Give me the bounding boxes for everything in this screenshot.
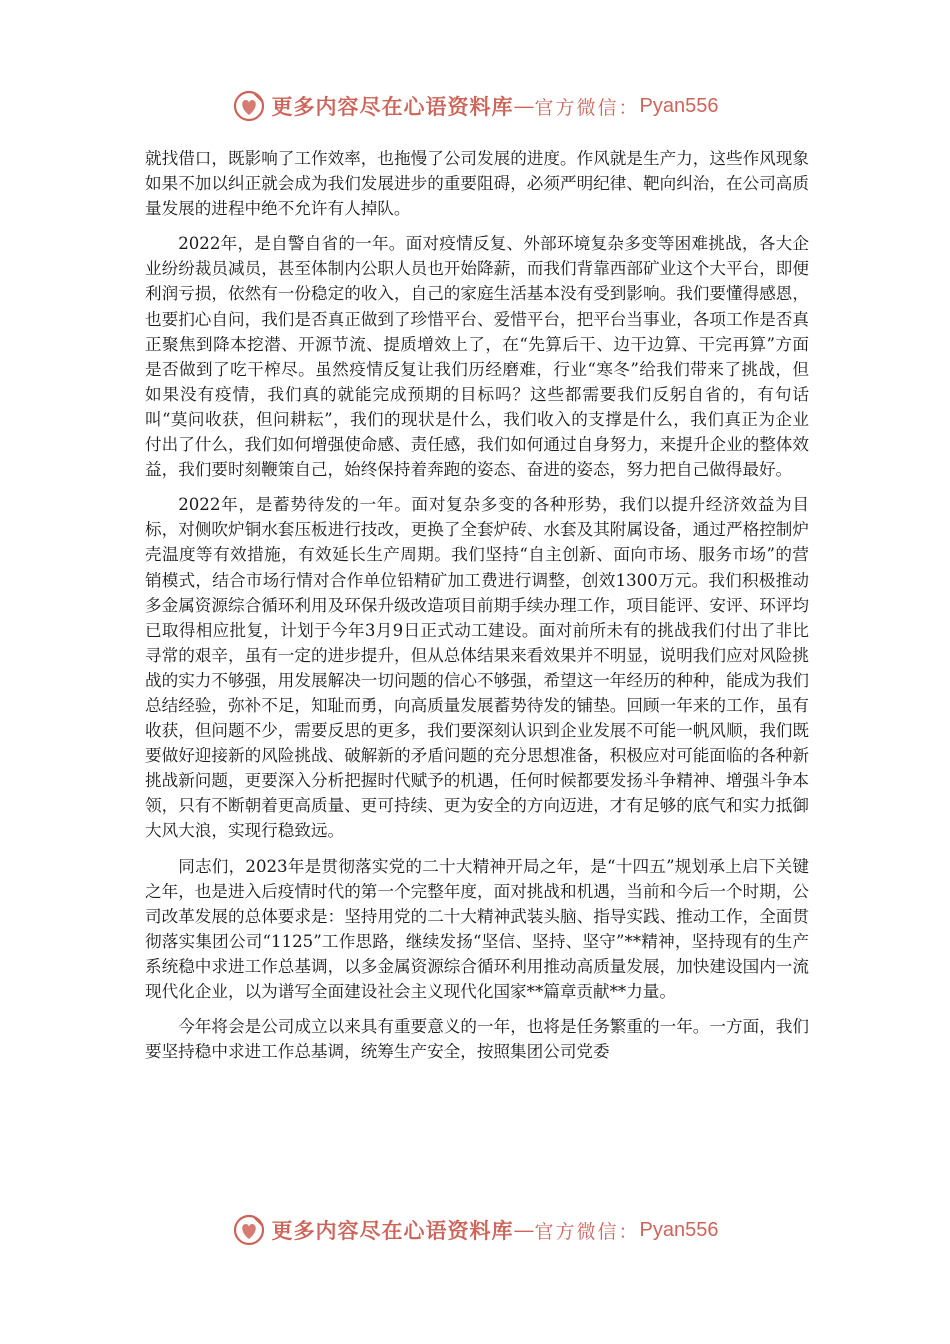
watermark-header (0, 86, 950, 126)
watermark-dash: — (513, 1218, 535, 1242)
watermark-text: 更多内容尽在心语资料库 (271, 1218, 514, 1243)
watermark-dash: — (513, 94, 535, 118)
heart-logo-icon (232, 89, 266, 123)
watermark-id: Pyan556 (639, 1218, 719, 1241)
watermark-text: 更多内容尽在心语资料库 (271, 94, 514, 119)
paragraph-5: 今年将会是公司成立以来具有重要意义的一年，也将是任务繁重的一年。一方面，我们要坚持稳中求进工作总基调，统筹生产安全，按照集团公司党委 (145, 1017, 809, 1062)
heart-logo-icon (232, 1213, 266, 1247)
watermark-label: 官方微信： (534, 1220, 640, 1243)
watermark-label: 官方微信： (534, 96, 640, 119)
paragraph-1: 就找借口，既影响了工作效率，也拖慢了公司发展的进度。作风就是生产力，这些作风现象如果不加以纠正就会成为我们发展进步的重要阻碍，必须严明纪律、靶向纠治，在公司高质量发展的进程中绝不允许有人掉队。 (145, 149, 809, 219)
paragraph-3: 2022年，是蓄势待发的一年。面对复杂多变的各种形势，我们以提升经济效益为目标，对侧吹炉铜水套压板进行技改，更换了全套炉砖、水套及其附属设备，通过严格控制炉壳温度等有效措施，有效延长生产周期。我们坚持“自主创新、面向市场、服务市场”的营销模式，结合市场行情对合作单位铅精矿加工费进行调整，创效1300万元。我们积极推动多金属资源综合循环利用及环保升级改造项目前期手续办理工作，项目能评、安评、环评均已取得相应批复，计划于今年3月9日正式动工建设。面对前所未有的挑战我们付出了非比寻常的艰辛，虽有一定的进步提升，但从总体结果来看效果并不明显，说明我们应对风险挑战的实力不够强，用发展解决一切问题的信心不够强，希望这一年经历的种种，能成为我们总结经验，弥补不足，知耻而勇，向高质量发展蓄势待发的铺垫。回顾一年来的工作，虽有收获，但问题不少，需要反思的更多，我们要深刻认识到企业发展不可能一帆风顺，我们既要做好迎接新的风险挑战、破解新的矛盾问题的充分思想准备，积极应对可能面临的各种新挑战新问题，更要深入分析把握时代赋予的机遇，任何时候都要发扬斗争精神、增强斗争本领，只有不断朝着更高质量、更可持续、更为安全的方向迈进，才有足够的底气和实力抵御大风大浪，实现行稳致远。 (145, 495, 809, 841)
paragraph-2: 2022年，是自警自省的一年。面对疫情反复、外部环境复杂多变等困难挑战，各大企业纷纷裁员减员，甚至体制内公职人员也开始降薪，而我们背靠西部矿业这个大平台，即便利润亏损，依然有一份稳定的收入，自己的家庭生活基本没有受到影响。我们要懂得感恩，也要扪心自问，我们是否真正做到了珍惜平台、爱惜平台，把平台当事业，各项工作是否真正聚焦到降本挖潜、开源节流、提质增效上了，在“先算后干、边干边算、干完再算”方面是否做到了吃干榨尽。虽然疫情反复让我们历经磨难，行业“寒冬”给我们带来了挑战，但如果没有疫情，我们真的就能完成预期的目标吗？这些都需要我们反躬自省的，有句话叫“莫问收获，但问耕耘”，我们的现状是什么，我们收入的支撑是什么，我们真正为企业付出了什么，我们如何增强使命感、责任感，我们如何通过自身努力，来提升企业的整体效益，我们要时刻鞭策自己，始终保持着奔跑的姿态、奋进的姿态，努力把自己做得最好。 (145, 234, 809, 480)
watermark-footer (0, 1210, 950, 1250)
watermark-id: Pyan556 (639, 94, 719, 117)
paragraph-4: 同志们，2023年是贯彻落实党的二十大精神开局之年，是“十四五”规划承上启下关键之年，也是进入后疫情时代的第一个完整年度，面对挑战和机遇，当前和今后一个时期，公司改革发展的总体要求是：坚持用党的二十大精神武装头脑、指导实践、推动工作，全面贯彻落实集团公司“1125”工作思路，继续发扬“坚信、坚持、坚守”**精神，坚持现有的生产系统稳中求进工作总基调，以多金属资源综合循环利用推动高质量发展，加快建设国内一流现代化企业，以为谱写全面建设社会主义现代化国家**篇章贡献**力量。 (145, 856, 809, 1001)
document-body (145, 146, 809, 1074)
